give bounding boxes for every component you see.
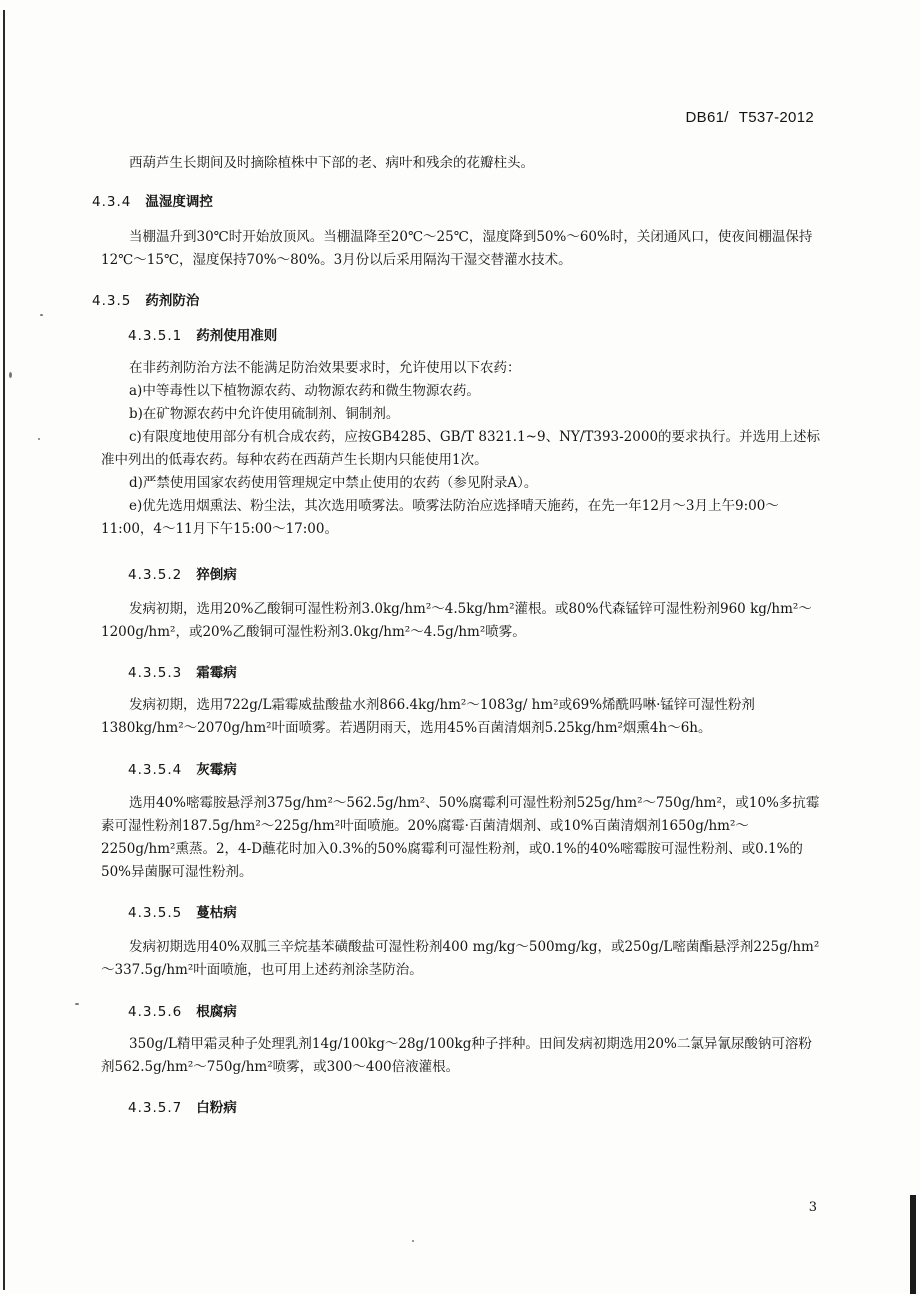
section-title: 霜霉病 <box>196 665 237 681</box>
scan-left-edge <box>3 10 5 1290</box>
heading-4-3-5-7 <box>128 1096 237 1116</box>
scan-speck <box>412 1240 414 1242</box>
section-number: 4.3.4 <box>92 194 132 210</box>
section-number: 4.3.5.5 <box>128 905 183 921</box>
section-title: 猝倒病 <box>196 567 237 583</box>
scan-right-edge <box>910 1195 916 1294</box>
heading-4-3-5 <box>92 289 199 309</box>
heading-4-3-5-4 <box>128 758 237 778</box>
list-item: c)有限度地使用部分有机合成农药，应按GB4285、GB/T 8321.1~9、NY/T393-2000的要求执行。并选用上述标准中列出的低毒农药。每种农药在西葫芦生长期内只能使用1次。 <box>101 429 821 468</box>
heading-4-3-5-3 <box>128 661 237 681</box>
heading-4-3-4 <box>92 190 213 210</box>
scan-speck <box>40 314 43 316</box>
section-number: 4.3.5 <box>92 293 132 309</box>
paragraph-root-rot: 350g/L精甲霜灵种子处理乳剂14g/100kg～28g/100kg种子拌种。田间发病初期选用20%二氯异氰尿酸钠可溶粉剂562.5g/hm²～750g/hm²喷雾，或300～400倍液灌根。 <box>101 1036 812 1075</box>
scan-speck <box>38 438 40 440</box>
section-title: 白粉病 <box>196 1100 237 1116</box>
section-number: 4.3.5.6 <box>128 1004 183 1020</box>
paragraph-gray-mold: 选用40%嘧霉胺悬浮剂375g/hm²～562.5g/hm²、50%腐霉利可湿性粉剂525g/hm²～750g/hm²，或10%多抗霉素可湿性粉剂187.5g/hm²～225g/hm²叶面喷施。20%腐霉·百菌清烟剂、或10%百菌清烟剂1650g/hm²～2250g/hm²熏蒸。2，4-D蘸花时加入0.3%的50%腐霉利可湿性粉剂，或0.1%的40%嘧霉胺可湿性粉剂、或0.1%的50%异菌脲可湿性粉剂。 <box>101 795 820 880</box>
list-item: d)严禁使用国家农药使用管理规定中禁止使用的农药（参见附录A）。 <box>129 475 538 491</box>
list-item: e)优先选用烟熏法、粉尘法，其次选用喷雾法。喷雾法防治应选择晴天施药，在先一年12月～3月上午9:00～11:00，4～11月下午15:00～17:00。 <box>101 498 779 537</box>
section-number: 4.3.5.1 <box>128 328 183 344</box>
scan-speck <box>9 372 12 378</box>
paragraph-4-3-4: 当棚温升到30℃时开始放顶风。当棚温降至20℃～25℃，湿度降到50%～60%时，关闭通风口，使夜间棚温保持12℃～15℃，湿度保持70%～80%。3月份以后采用隔沟干湿交替灌水技术。 <box>101 229 813 268</box>
list-item: b)在矿物源农药中允许使用硫制剂、铜制剂。 <box>129 406 400 422</box>
doc-prefix: DB61/ <box>685 109 729 126</box>
scan-speck <box>75 1003 79 1005</box>
section-title: 温湿度调控 <box>145 194 213 210</box>
section-title: 药剂防治 <box>145 293 200 309</box>
section-number: 4.3.5.4 <box>128 762 183 778</box>
heading-4-3-5-2 <box>128 563 237 583</box>
intro-paragraph: 西葫芦生长期间及时摘除植株中下部的老、病叶和残余的花瓣柱头。 <box>129 155 534 171</box>
section-number: 4.3.5.7 <box>128 1100 183 1116</box>
usage-rules-block <box>101 357 821 541</box>
list-item: a)中等毒性以下植物源农药、动物源农药和微生物源农药。 <box>129 383 480 399</box>
page-number: 3 <box>808 1200 817 1215</box>
section-title: 蔓枯病 <box>196 905 237 921</box>
paragraph-downy-mildew: 发病初期，选用722g/L霜霉威盐酸盐水剂866.4kg/hm²～1083g/ hm²或69%烯酰吗啉·锰锌可湿性粉剂1380kg/hm²～2070g/hm²叶面喷雾。若遇阴雨天，选用45%百菌清烟剂5.25kg/hm²烟熏4h～6h。 <box>101 697 755 736</box>
paragraph-gummy-stem-blight: 发病初期选用40%双胍三辛烷基苯磺酸盐可湿性粉剂400 mg/kg～500mg/kg，或250g/L嘧菌酯悬浮剂225g/hm²～337.5g/hm²叶面喷施，也可用上述药剂涂茎防治。 <box>101 939 820 978</box>
doc-code: T537-2012 <box>738 109 814 126</box>
usage-rules-lead: 在非药剂防治方法不能满足防治效果要求时，允许使用以下农药： <box>129 360 521 376</box>
heading-4-3-5-1 <box>128 324 277 344</box>
section-title: 药剂使用准则 <box>196 328 278 344</box>
heading-4-3-5-6 <box>128 1000 237 1020</box>
paragraph-damping-off: 发病初期，选用20%乙酸铜可湿性粉剂3.0kg/hm²～4.5kg/hm²灌根。或80%代森锰锌可湿性粉剂960 kg/hm²～1200g/hm²，或20%乙酸铜可湿性粉剂3.0kg/hm²～4.5g/hm²喷雾。 <box>101 601 812 640</box>
section-number: 4.3.5.3 <box>128 665 183 681</box>
section-number: 4.3.5.2 <box>128 567 183 583</box>
section-title: 根腐病 <box>196 1004 237 1020</box>
document-code-header <box>686 109 814 126</box>
heading-4-3-5-5 <box>128 901 237 921</box>
section-title: 灰霉病 <box>196 762 237 778</box>
